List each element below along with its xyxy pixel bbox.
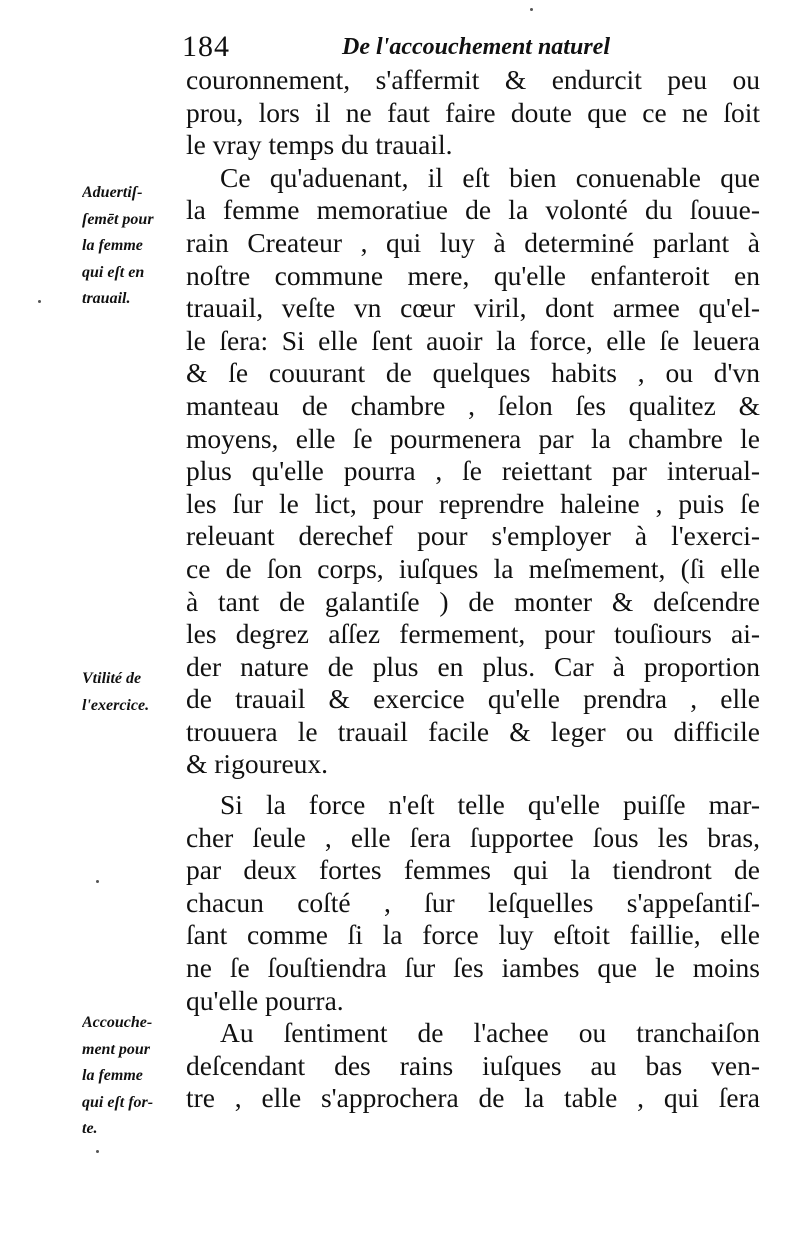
text-line: deſcendant des rains iuſques au bas ven- — [186, 1049, 760, 1081]
text-line: Au ſentiment de l'achee ou tranchaiſon — [220, 1017, 760, 1049]
text-line: prou, lors il ne faut faire doute que ce ne ſoit — [186, 96, 760, 128]
margin-note-aduertissement — [82, 180, 184, 313]
margin-note-vtilite — [82, 666, 184, 719]
text-line: & ſe couurant de quelques habits , ou d'vn — [186, 357, 760, 389]
page-header — [182, 28, 622, 68]
text-line: rain Createur , qui luy à determiné parlant à — [186, 226, 760, 258]
text-line: par deux fortes femmes qui la tiendront de — [186, 854, 760, 886]
text-line: à tant de galantiſe ) de monter & deſcendre — [186, 585, 760, 617]
text-line: les degrez aſſez fermement, pour touſiours ai- — [186, 618, 760, 650]
margin-note-line: qui eſt en — [82, 263, 145, 281]
margin-note-line: trauail. — [82, 290, 131, 307]
text-line: manteau de chambre , ſelon ſes qualitez & — [186, 389, 760, 421]
text-line: Ce qu'aduenant, il eſt bien conuenable que — [220, 161, 760, 193]
text-line: couronnement, s'affermit & endurcit peu ou — [186, 64, 760, 95]
paper-speck — [96, 1150, 99, 1153]
margin-note-line: te. — [82, 1120, 98, 1137]
margin-note-accouchement — [82, 1010, 184, 1143]
text-line: releuant derechef pour s'employer à l'exerci- — [186, 520, 760, 552]
paragraph — [186, 1017, 760, 1115]
text-line: Si la force n'eſt telle qu'elle puiſſe mar- — [220, 789, 760, 821]
paper-speck — [38, 300, 41, 303]
text-line: moyens, elle ſe pourmenera par la chambre le — [186, 422, 760, 454]
text-line: ſant comme ſi la force luy eſtoit faillie, elle — [186, 919, 760, 951]
text-line: & rigoureux. — [186, 748, 329, 780]
text-line: trauail, veſte vn cœur viril, dont armee qu'el- — [186, 292, 760, 324]
margin-note-line: qui eſt for- — [82, 1093, 154, 1111]
page-number: 184 — [182, 30, 230, 63]
text-line: trouuera le trauail facile & leger ou difficile — [186, 715, 760, 747]
margin-note-line: la femme — [82, 1067, 143, 1084]
margin-note-line: l'exercice. — [82, 696, 150, 714]
margin-note-line: Vtilité de — [82, 670, 142, 687]
running-head: De l'accouchement naturel — [342, 34, 610, 60]
text-line: tre , elle s'approchera de la table , qui ſera — [186, 1082, 760, 1114]
text-line: les ſur le lict, pour reprendre haleine , puis ſe — [186, 487, 760, 519]
margin-note-line: ment pour — [82, 1040, 151, 1058]
margin-note-line: Aduertiſ- — [82, 184, 143, 201]
margin-note-line: ſemēt pour — [82, 210, 154, 228]
text-line: le ſera: Si elle ſent auoir la force, elle ſe leuera — [186, 324, 760, 356]
text-line: plus qu'elle pourra , ſe reiettant par interual- — [186, 455, 760, 487]
text-line: noſtre commune mere, qu'elle enfanteroit en — [186, 259, 760, 291]
margin-note-line: Accouche- — [82, 1014, 153, 1031]
text-line: ce de ſon corps, iuſques la meſmement, (ſi elle — [186, 552, 760, 584]
text-line: le vray temps du trauail. — [186, 129, 453, 161]
margin-note-line: la femme — [82, 237, 143, 254]
text-line: chacun coſté , ſur leſquelles s'appeſantiſ- — [186, 886, 760, 918]
paragraph — [186, 162, 760, 781]
paragraph-gap — [186, 781, 760, 789]
text-line: qu'elle pourra. — [186, 984, 344, 1016]
main-text — [186, 64, 760, 1115]
paper-speck — [96, 880, 99, 883]
text-line: der nature de plus en plus. Car à proportion — [186, 650, 760, 682]
text-line: la femme memoratiue de la volonté du ſouue- — [186, 194, 760, 226]
text-line: ne ſe ſouſtiendra ſur ſes iambes que le moins — [186, 952, 760, 984]
paper-speck — [530, 8, 533, 11]
text-line: cher ſeule , elle ſera ſupportee ſous les bras, — [186, 821, 760, 853]
paragraph — [186, 64, 760, 162]
paragraph — [186, 789, 760, 1017]
text-line: de trauail & exercice qu'elle prendra , elle — [186, 683, 760, 715]
